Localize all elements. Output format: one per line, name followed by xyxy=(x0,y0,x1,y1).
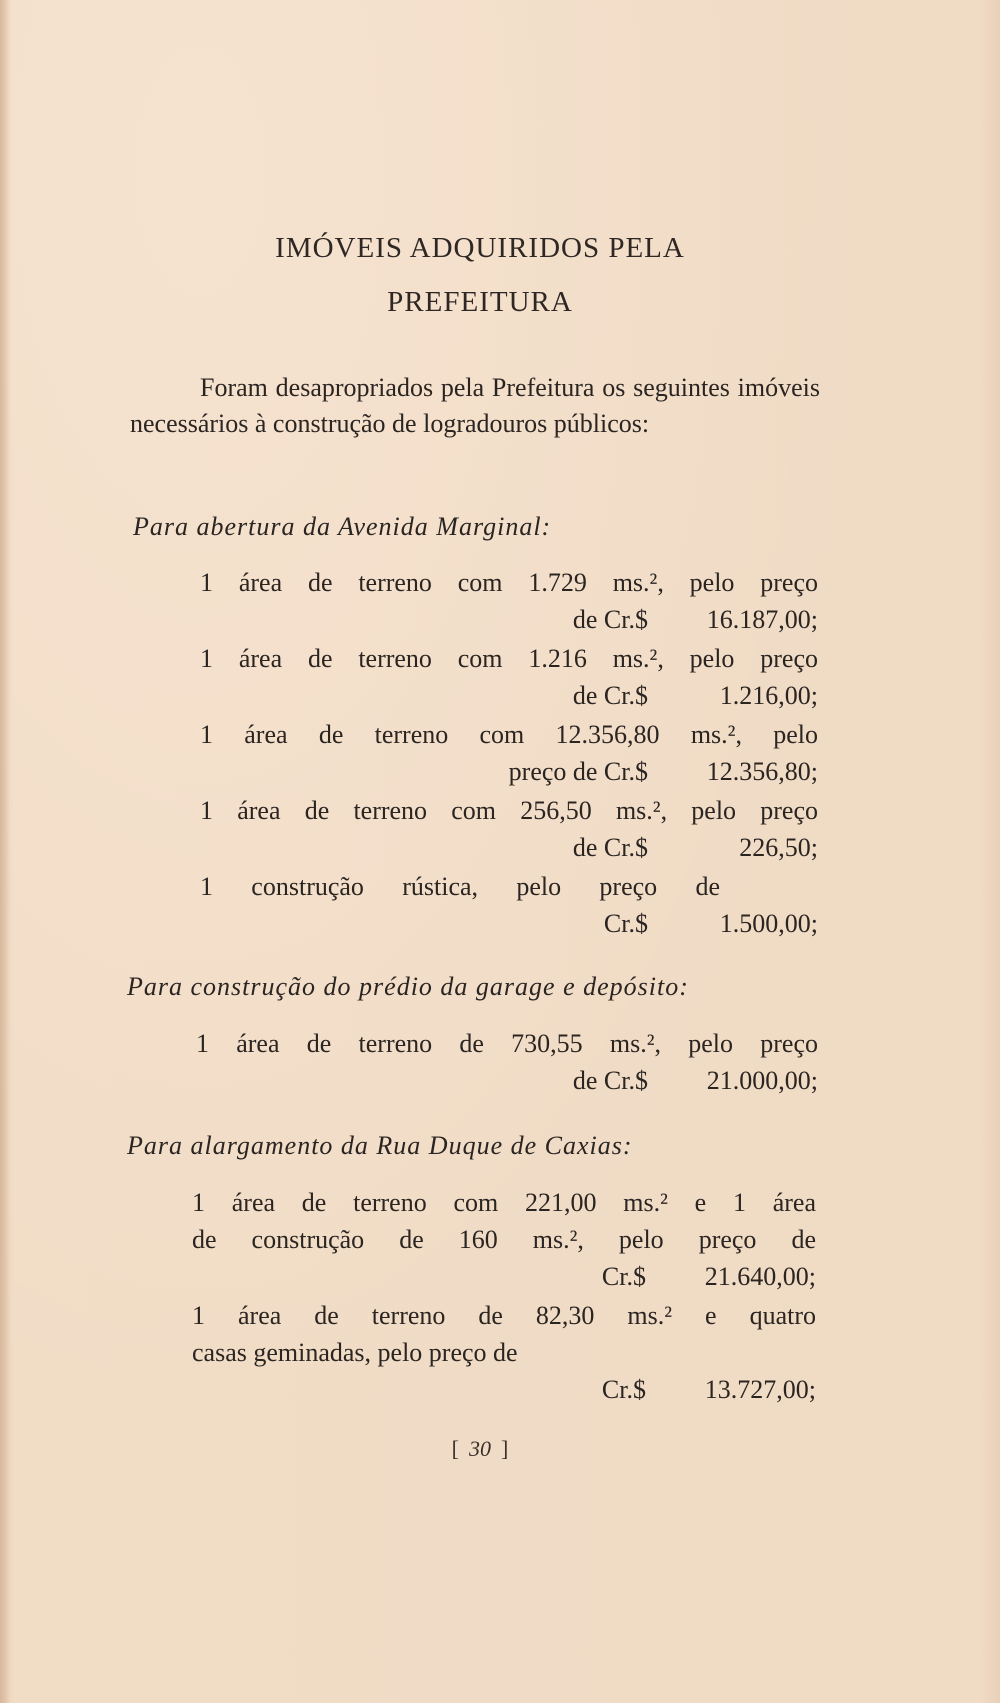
entry-item xyxy=(192,1297,816,1408)
section-heading-garage: Para construção do prédio da garage e depósito: xyxy=(127,972,689,1001)
price-prefix: Cr.$ xyxy=(601,1262,646,1291)
price-amount: 1.500,00; xyxy=(719,909,818,938)
price-amount: 1.216,00; xyxy=(719,681,818,710)
section-heading-duque-de-caxias: Para alargamento da Rua Duque de Caxias: xyxy=(127,1131,633,1160)
price-amount: 226,50; xyxy=(739,833,818,862)
entry-description: 1 área de terreno de 730,55 ms.², pelo preço xyxy=(196,1029,818,1058)
entry-description: 1 área de terreno com 1.216 ms.², pelo preço xyxy=(200,644,818,673)
section-heading-avenida-marginal: Para abertura da Avenida Marginal: xyxy=(133,512,552,541)
entry-item xyxy=(200,640,818,714)
price-amount: 16.187,00; xyxy=(706,605,818,634)
price-prefix: Cr.$ xyxy=(601,1375,646,1404)
entry-description: 1 construção rústica, pelo preço de xyxy=(200,872,720,901)
entry-price xyxy=(192,1258,816,1295)
entry-price xyxy=(200,601,818,638)
price-prefix: de Cr.$ xyxy=(572,833,648,862)
entry-item xyxy=(200,792,818,866)
price-prefix: Cr.$ xyxy=(603,909,648,938)
price-prefix: de Cr.$ xyxy=(572,605,648,634)
entry-description: 1 área de terreno de 82,30 ms.² e quatro xyxy=(192,1301,816,1330)
entry-price xyxy=(192,1371,816,1408)
entry-price xyxy=(200,905,818,942)
page-title-line-2: PREFEITURA xyxy=(387,286,573,318)
entry-item xyxy=(196,1025,818,1099)
price-prefix: preço de Cr.$ xyxy=(508,757,648,786)
page-title-line-1: IMÓVEIS ADQUIRIDOS PELA xyxy=(275,232,685,264)
entry-price xyxy=(200,677,818,714)
page-number-footer xyxy=(0,1436,960,1462)
entry-item xyxy=(200,564,818,638)
price-amount: 21.640,00; xyxy=(704,1262,816,1291)
price-prefix: de Cr.$ xyxy=(572,681,648,710)
bracket-right: ] xyxy=(501,1436,509,1461)
entry-description: 1 área de terreno com 221,00 ms.² e 1 área xyxy=(192,1188,816,1217)
price-amount: 12.356,80; xyxy=(706,757,818,786)
entry-description-cont: casas geminadas, pelo preço de xyxy=(192,1338,518,1367)
price-amount: 13.727,00; xyxy=(704,1375,816,1404)
page-number: 30 xyxy=(469,1436,491,1461)
entry-item xyxy=(200,868,818,942)
bracket-left: [ xyxy=(451,1436,459,1461)
intro-paragraph: Foram desapropriados pela Prefeitura os seguintes imóveis necessários à construção de logradouros públicos: xyxy=(130,373,820,438)
entry-item xyxy=(200,716,818,790)
price-amount: 21.000,00; xyxy=(706,1066,818,1095)
entry-price xyxy=(196,1062,818,1099)
entry-description-cont: de construção de 160 ms.², pelo preço de xyxy=(192,1225,816,1254)
entry-description: 1 área de terreno com 1.729 ms.², pelo preço xyxy=(200,568,818,597)
entry-item xyxy=(192,1184,816,1295)
entry-price xyxy=(200,829,818,866)
price-prefix: de Cr.$ xyxy=(572,1066,648,1095)
entry-price xyxy=(200,753,818,790)
entry-description: 1 área de terreno com 256,50 ms.², pelo preço xyxy=(200,796,818,825)
entry-description: 1 área de terreno com 12.356,80 ms.², pelo xyxy=(200,720,818,749)
